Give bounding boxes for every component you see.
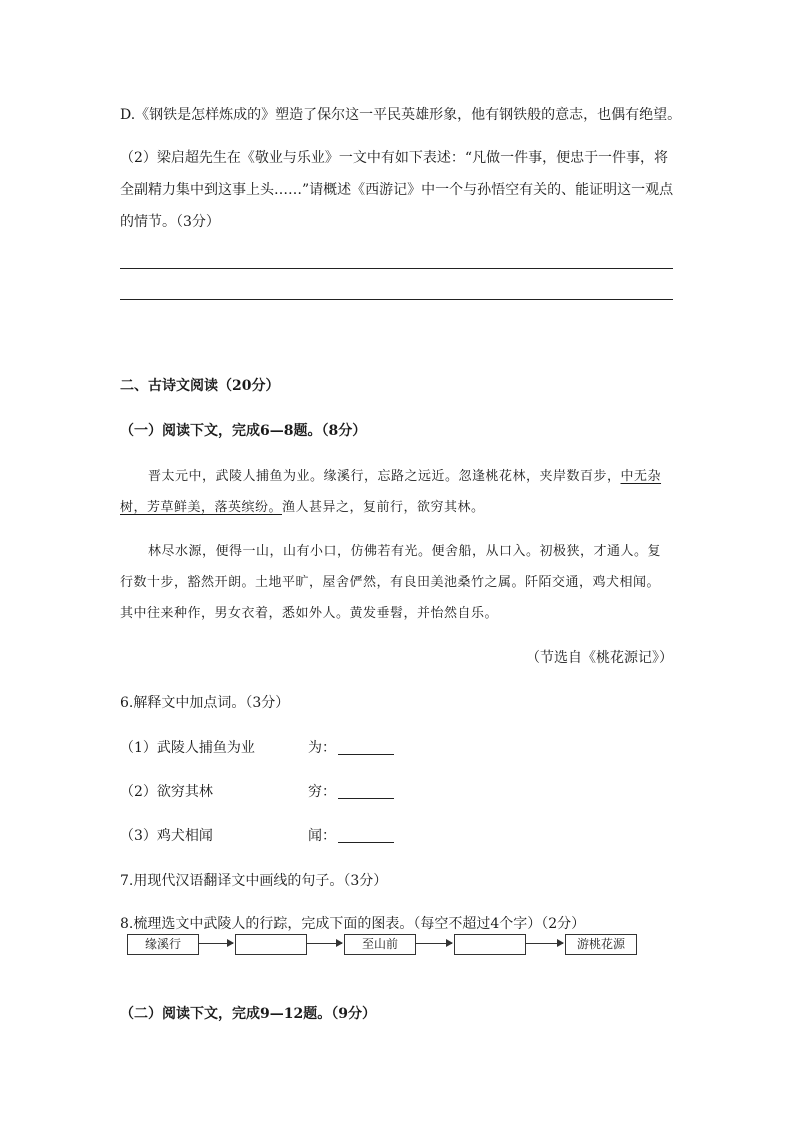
passage-source: （节选自《桃花源记》） [526,650,673,666]
section-title: 二、古诗文阅读（20分） [120,378,280,394]
passage-p2-line1: 林尽水源，便得一山，山有小口，仿佛若有光。便舍船，从口入。初极狭，才通人。复 [148,544,662,559]
underlined-sentence-part1: 中无杂 [620,469,662,484]
q5-part2-line1: （2）梁启超先生在《敬业与乐业》一文中有如下表述：“凡做一件事，便忠于一件事，将 [120,150,669,166]
q6-item-2-answer [308,781,394,801]
flow-box-blank-1[interactable] [235,934,307,955]
q6-item-3-phrase: （3）鸡犬相闻 [120,828,213,844]
q7-title: 7.用现代汉语翻译文中画线的句子。（3分） [120,873,388,889]
flow-box-5: 游桃花源 [565,934,637,955]
arrow-icon [199,943,233,944]
answer-line-2[interactable] [120,299,673,300]
option-d: D.《钢铁是怎样炼成的》塑造了保尔这一平民英雄形象，他有钢铁般的意志，也偶有绝望。 [120,107,682,123]
subsection-2-title: （二）阅读下文，完成9—12题。（9分） [120,1006,376,1022]
passage-p2-line2: 行数十步，豁然开朗。土地平旷，屋舍俨然，有良田美池桑竹之属。阡陌交通，鸡犬相闻。 [120,575,661,590]
passage-p1-line1 [148,465,661,484]
q6-item-3-answer [308,825,394,845]
flow-box-blank-2[interactable] [454,934,526,955]
arrow-icon [526,943,563,944]
q6-title: 6.解释文中加点词。（3分） [120,695,290,711]
q6-item-1-answer [308,737,394,757]
fill-blank[interactable] [338,740,394,755]
q6-item-2-word: 穷： [308,784,336,800]
subsection-1-title: （一）阅读下文，完成6—8题。（8分） [120,423,367,439]
arrow-icon [416,943,452,944]
answer-line-1[interactable] [120,268,673,269]
fill-blank[interactable] [338,828,394,843]
passage-p2-line3: 其中往来种作，男女衣着，悉如外人。黄发垂髫，并怡然自乐。 [120,606,499,621]
arrow-icon [307,943,342,944]
q5-part2-line3: 的情节。（3分） [120,214,220,230]
underlined-sentence-part2: 树，芳草鲜美，落英缤纷。 [120,500,283,515]
q6-item-3-word: 闻： [308,828,336,844]
flow-box-1: 缘溪行 [127,934,199,955]
q8-title: 8.梳理选文中武陵人的行踪，完成下面的图表。（每空不超过4个字）（2分） [120,916,586,932]
q6-item-2-phrase: （2）欲穷其林 [120,784,213,800]
q5-part2-line2: 全副精力集中到这事上头……”请概述《西游记》中一个与孙悟空有关的、能证明这一观点 [120,182,674,198]
passage-p1-line2 [120,496,485,515]
passage-text: 渔人甚异之，复前行，欲穷其林。 [282,500,485,515]
flow-box-3: 至山前 [344,934,416,955]
q6-item-1-word: 为： [308,740,336,756]
passage-text: 晋太元中，武陵人捕鱼为业。缘溪行，忘路之远近。忽逢桃花林，夹岸数百步， [148,469,621,484]
fill-blank[interactable] [338,784,394,799]
q6-item-1-phrase: （1）武陵人捕鱼为业 [120,740,255,756]
